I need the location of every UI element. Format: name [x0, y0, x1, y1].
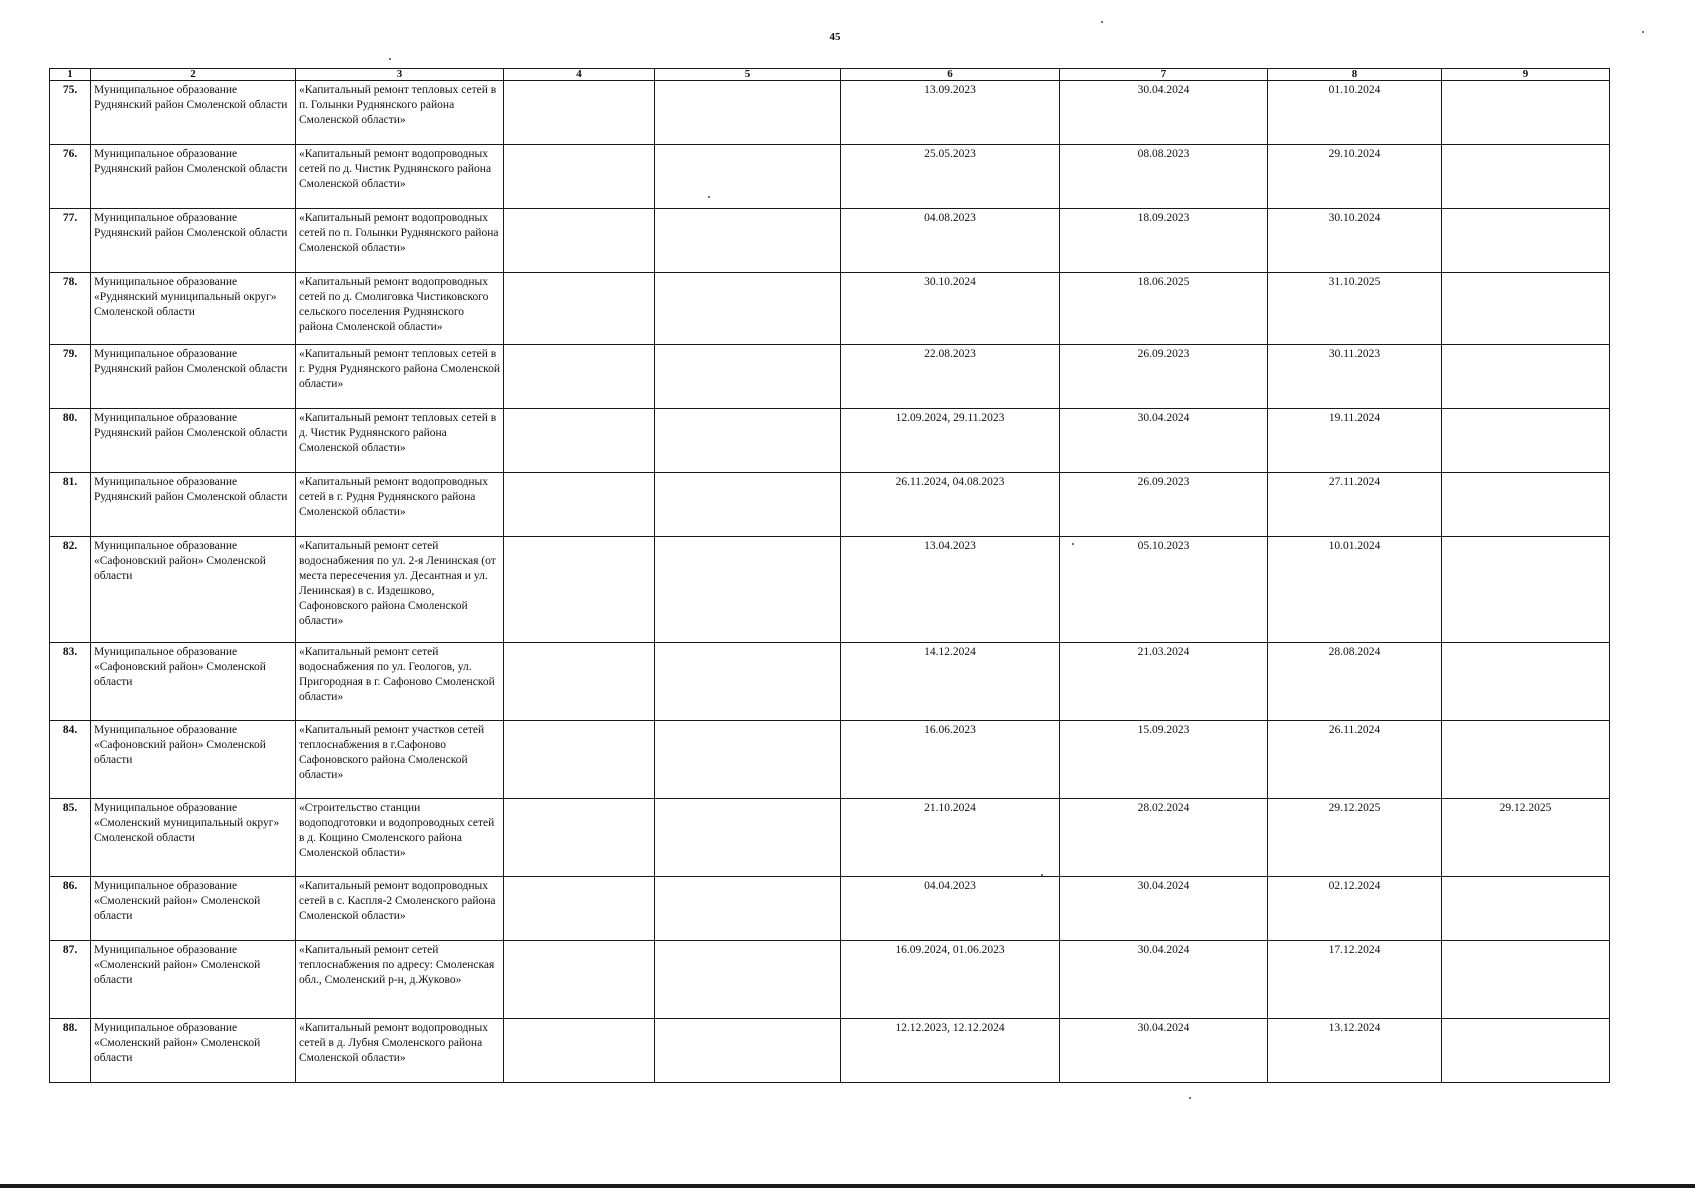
- column-7-date: 21.03.2024: [1060, 643, 1268, 721]
- column-4-cell: [504, 81, 655, 145]
- column-9-date: [1442, 409, 1610, 473]
- column-7-date: 15.09.2023: [1060, 721, 1268, 799]
- scan-speck: [1101, 21, 1103, 23]
- column-8-date: 30.11.2023: [1268, 345, 1442, 409]
- table-row: [50, 799, 1610, 877]
- column-4-cell: [504, 209, 655, 273]
- column-9-date: [1442, 721, 1610, 799]
- column-header-row: [50, 69, 1610, 81]
- column-7-date: 30.04.2024: [1060, 1019, 1268, 1083]
- column-9-date: [1442, 877, 1610, 941]
- object-name: «Строительство станции водоподготовки и водопроводных сетей в д. Кощино Смоленского района Смоленской области»: [296, 799, 504, 877]
- scan-speck: [1072, 543, 1074, 545]
- column-6-date: 21.10.2024: [841, 799, 1060, 877]
- row-number: 85.: [50, 799, 91, 877]
- row-number: 87.: [50, 941, 91, 1019]
- column-5-cell: [655, 345, 841, 409]
- column-7-date: 30.04.2024: [1060, 877, 1268, 941]
- column-8-date: 30.10.2024: [1268, 209, 1442, 273]
- municipality-name: Муниципальное образование «Сафоновский район» Смоленской области: [91, 721, 296, 799]
- column-4-cell: [504, 799, 655, 877]
- column-7-date: 05.10.2023: [1060, 537, 1268, 643]
- object-name: «Капитальный ремонт водопроводных сетей по п. Голынки Руднянского района Смоленской области»: [296, 209, 504, 273]
- column-5-cell: [655, 145, 841, 209]
- column-5-cell: [655, 473, 841, 537]
- municipality-name: Муниципальное образование Руднянский район Смоленской области: [91, 345, 296, 409]
- municipality-name: Муниципальное образование «Сафоновский район» Смоленской области: [91, 537, 296, 643]
- column-6-date: 22.08.2023: [841, 345, 1060, 409]
- column-6-date: 14.12.2024: [841, 643, 1060, 721]
- column-9-date: [1442, 643, 1610, 721]
- column-4-cell: [504, 409, 655, 473]
- column-5-cell: [655, 537, 841, 643]
- column-7-date: 08.08.2023: [1060, 145, 1268, 209]
- column-7-date: 18.06.2025: [1060, 273, 1268, 345]
- row-number: 84.: [50, 721, 91, 799]
- municipality-name: Муниципальное образование «Руднянский муниципальный округ» Смоленской области: [91, 273, 296, 345]
- page-number: 45: [829, 31, 841, 43]
- table-row: [50, 409, 1610, 473]
- column-7-date: 18.09.2023: [1060, 209, 1268, 273]
- column-8-date: 02.12.2024: [1268, 877, 1442, 941]
- column-5-cell: [655, 721, 841, 799]
- scan-speck: [708, 196, 710, 198]
- table-row: [50, 877, 1610, 941]
- column-9-date: [1442, 537, 1610, 643]
- table-row: [50, 145, 1610, 209]
- column-8-date: 31.10.2025: [1268, 273, 1442, 345]
- scan-speck: [389, 58, 391, 60]
- row-number: 86.: [50, 877, 91, 941]
- column-8-date: 27.11.2024: [1268, 473, 1442, 537]
- scan-speck: [1041, 874, 1043, 876]
- column-6-date: 25.05.2023: [841, 145, 1060, 209]
- municipality-name: Муниципальное образование Руднянский район Смоленской области: [91, 409, 296, 473]
- column-9-date: [1442, 209, 1610, 273]
- column-5-cell: [655, 273, 841, 345]
- object-name: «Капитальный ремонт водопроводных сетей в д. Лубня Смоленского района Смоленской области»: [296, 1019, 504, 1083]
- column-header: 1: [50, 69, 91, 81]
- column-4-cell: [504, 941, 655, 1019]
- column-header: 2: [91, 69, 296, 81]
- column-9-date: [1442, 145, 1610, 209]
- column-5-cell: [655, 409, 841, 473]
- table-row: [50, 209, 1610, 273]
- column-5-cell: [655, 209, 841, 273]
- column-6-date: 30.10.2024: [841, 273, 1060, 345]
- column-4-cell: [504, 877, 655, 941]
- column-7-date: 26.09.2023: [1060, 345, 1268, 409]
- column-8-date: 13.12.2024: [1268, 1019, 1442, 1083]
- object-name: «Капитальный ремонт сетей теплоснабжения по адресу: Смоленская обл., Смоленский р-н, д.Жуково»: [296, 941, 504, 1019]
- column-header: 9: [1442, 69, 1610, 81]
- column-9-date: [1442, 345, 1610, 409]
- column-6-date: 13.04.2023: [841, 537, 1060, 643]
- row-number: 82.: [50, 537, 91, 643]
- municipality-name: Муниципальное образование Руднянский район Смоленской области: [91, 209, 296, 273]
- column-9-date: 29.12.2025: [1442, 799, 1610, 877]
- row-number: 75.: [50, 81, 91, 145]
- column-6-date: 13.09.2023: [841, 81, 1060, 145]
- schedule-table: [49, 68, 1610, 1083]
- row-number: 79.: [50, 345, 91, 409]
- column-6-date: 26.11.2024, 04.08.2023: [841, 473, 1060, 537]
- row-number: 88.: [50, 1019, 91, 1083]
- table-row: [50, 643, 1610, 721]
- column-header: 6: [841, 69, 1060, 81]
- column-header: 5: [655, 69, 841, 81]
- object-name: «Капитальный ремонт тепловых сетей в г. Рудня Руднянского района Смоленской области»: [296, 345, 504, 409]
- column-6-date: 04.08.2023: [841, 209, 1060, 273]
- object-name: «Капитальный ремонт участков сетей теплоснабжения в г.Сафоново Сафоновского района Смоленской области»: [296, 721, 504, 799]
- column-4-cell: [504, 1019, 655, 1083]
- column-4-cell: [504, 537, 655, 643]
- table-row: [50, 81, 1610, 145]
- municipality-name: Муниципальное образование «Смоленский муниципальный округ» Смоленской области: [91, 799, 296, 877]
- table-row: [50, 721, 1610, 799]
- column-5-cell: [655, 941, 841, 1019]
- column-7-date: 30.04.2024: [1060, 409, 1268, 473]
- column-8-date: 26.11.2024: [1268, 721, 1442, 799]
- municipality-name: Муниципальное образование Руднянский район Смоленской области: [91, 145, 296, 209]
- column-6-date: 12.09.2024, 29.11.2023: [841, 409, 1060, 473]
- column-7-date: 30.04.2024: [1060, 941, 1268, 1019]
- object-name: «Капитальный ремонт водопроводных сетей в г. Рудня Руднянского района Смоленской области»: [296, 473, 504, 537]
- table-body: [50, 69, 1610, 1083]
- table-row: [50, 941, 1610, 1019]
- table-row: [50, 345, 1610, 409]
- table-row: [50, 273, 1610, 345]
- column-4-cell: [504, 473, 655, 537]
- column-6-date: 16.09.2024, 01.06.2023: [841, 941, 1060, 1019]
- column-4-cell: [504, 273, 655, 345]
- table-row: [50, 473, 1610, 537]
- column-9-date: [1442, 273, 1610, 345]
- column-header: 7: [1060, 69, 1268, 81]
- column-7-date: 26.09.2023: [1060, 473, 1268, 537]
- object-name: «Капитальный ремонт водопроводных сетей по д. Чистик Руднянского района Смоленской области»: [296, 145, 504, 209]
- row-number: 78.: [50, 273, 91, 345]
- object-name: «Капитальный ремонт водопроводных сетей в с. Каспля-2 Смоленского района Смоленской области»: [296, 877, 504, 941]
- column-7-date: 30.04.2024: [1060, 81, 1268, 145]
- municipality-name: Муниципальное образование «Сафоновский район» Смоленской области: [91, 643, 296, 721]
- column-5-cell: [655, 643, 841, 721]
- column-8-date: 01.10.2024: [1268, 81, 1442, 145]
- column-7-date: 28.02.2024: [1060, 799, 1268, 877]
- row-number: 77.: [50, 209, 91, 273]
- municipality-name: Муниципальное образование «Смоленский район» Смоленской области: [91, 941, 296, 1019]
- scan-edge-rule: [0, 1184, 1695, 1188]
- column-6-date: 04.04.2023: [841, 877, 1060, 941]
- municipality-name: Муниципальное образование Руднянский район Смоленской области: [91, 473, 296, 537]
- column-header: 3: [296, 69, 504, 81]
- object-name: «Капитальный ремонт сетей водоснабжения по ул. Геологов, ул. Пригородная в г. Сафоново Смоленской области»: [296, 643, 504, 721]
- object-name: «Капитальный ремонт сетей водоснабжения по ул. 2-я Ленинская (от места пересечения ул. Десантная и ул. Ленинская) в с. Издешково, Сафоновского района Смоленской области»: [296, 537, 504, 643]
- row-number: 80.: [50, 409, 91, 473]
- column-4-cell: [504, 721, 655, 799]
- row-number: 76.: [50, 145, 91, 209]
- column-8-date: 19.11.2024: [1268, 409, 1442, 473]
- column-header: 8: [1268, 69, 1442, 81]
- row-number: 81.: [50, 473, 91, 537]
- municipality-name: Муниципальное образование «Смоленский район» Смоленской области: [91, 1019, 296, 1083]
- municipality-name: Муниципальное образование «Смоленский район» Смоленской области: [91, 877, 296, 941]
- table-row: [50, 537, 1610, 643]
- column-5-cell: [655, 877, 841, 941]
- column-4-cell: [504, 345, 655, 409]
- column-6-date: 16.06.2023: [841, 721, 1060, 799]
- column-4-cell: [504, 145, 655, 209]
- column-6-date: 12.12.2023, 12.12.2024: [841, 1019, 1060, 1083]
- column-header: 4: [504, 69, 655, 81]
- column-5-cell: [655, 1019, 841, 1083]
- column-9-date: [1442, 473, 1610, 537]
- row-number: 83.: [50, 643, 91, 721]
- scan-speck: [1642, 31, 1644, 33]
- scan-speck: [1189, 1097, 1191, 1099]
- column-4-cell: [504, 643, 655, 721]
- column-8-date: 29.10.2024: [1268, 145, 1442, 209]
- municipality-name: Муниципальное образование Руднянский район Смоленской области: [91, 81, 296, 145]
- object-name: «Капитальный ремонт тепловых сетей в п. Голынки Руднянского района Смоленской области»: [296, 81, 504, 145]
- column-5-cell: [655, 799, 841, 877]
- column-9-date: [1442, 1019, 1610, 1083]
- column-8-date: 17.12.2024: [1268, 941, 1442, 1019]
- column-8-date: 29.12.2025: [1268, 799, 1442, 877]
- object-name: «Капитальный ремонт водопроводных сетей по д. Смолиговка Чистиковского сельского поселения Руднянского района Смоленской области»: [296, 273, 504, 345]
- object-name: «Капитальный ремонт тепловых сетей в д. Чистик Руднянского района Смоленской области»: [296, 409, 504, 473]
- column-8-date: 10.01.2024: [1268, 537, 1442, 643]
- column-9-date: [1442, 81, 1610, 145]
- column-9-date: [1442, 941, 1610, 1019]
- column-8-date: 28.08.2024: [1268, 643, 1442, 721]
- table-row: [50, 1019, 1610, 1083]
- column-5-cell: [655, 81, 841, 145]
